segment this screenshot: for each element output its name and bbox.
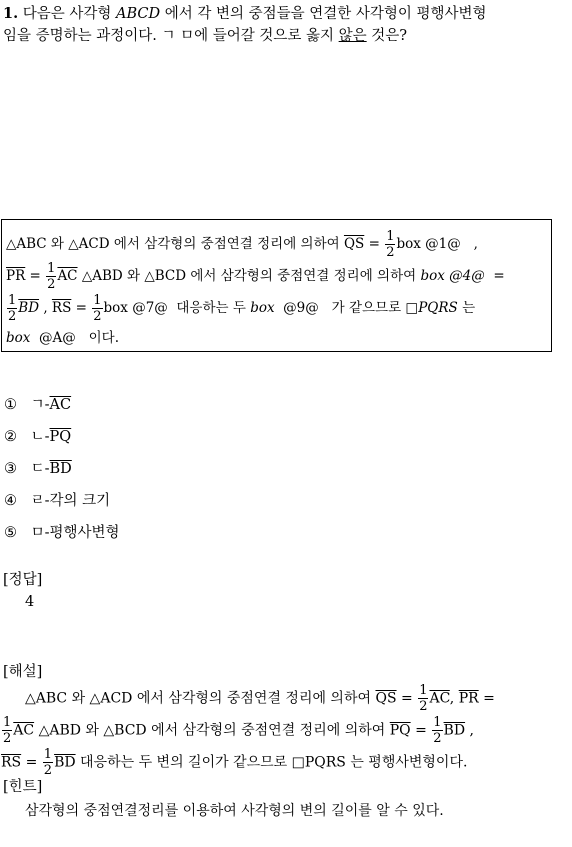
proof-line-3 — [6, 294, 475, 323]
blank-9-box: box — [250, 300, 275, 316]
option-5[interactable] — [4, 521, 120, 542]
option-value: 평행사변형 — [49, 525, 120, 541]
comma: , — [469, 722, 474, 739]
fraction-half — [46, 262, 56, 291]
blank-4: box @4@ — [420, 268, 485, 284]
option-2[interactable] — [4, 425, 71, 446]
option-label: ㄴ- — [30, 429, 50, 445]
frac-den: 2 — [93, 309, 102, 324]
fraction-half — [432, 716, 442, 745]
equals: = — [25, 754, 38, 771]
explanation-text: 대응하는 두 변의 길이가 같으므로 □PQRS 는 평행사변형이다. — [80, 754, 468, 771]
frac-num: 1 — [433, 715, 442, 730]
comma: , — [473, 236, 478, 252]
quad-pqrs: PQRS — [418, 300, 458, 316]
hint-heading: [힌트] — [3, 779, 43, 795]
equals: = — [75, 300, 87, 316]
comma: , — [43, 300, 48, 316]
segment-ac: $\overline{AC}$ — [13, 722, 35, 739]
frac-num: 1 — [43, 747, 53, 762]
frac-num: 1 — [93, 293, 102, 308]
explanation-heading: [해설] — [3, 664, 43, 680]
segment-rs: $\overline{RS}$ — [51, 300, 72, 316]
question-number: 1. — [3, 5, 19, 22]
blank-a: @A@ — [38, 330, 76, 346]
equals: = — [368, 236, 380, 252]
answer-value: 4 — [25, 594, 35, 610]
emphasis-underline: 않은 — [338, 28, 367, 44]
fraction-half — [418, 684, 428, 713]
option-number: ① — [4, 397, 17, 413]
proof-line-4 — [6, 326, 119, 346]
quad-label: ABCD — [116, 6, 161, 22]
question-text: 것은? — [371, 28, 408, 44]
frac-den: 2 — [386, 245, 395, 260]
frac-den: 2 — [8, 309, 17, 324]
explanation-line-3 — [1, 748, 467, 777]
blank-7: box @7@ — [103, 300, 168, 316]
option-4[interactable] — [4, 489, 110, 510]
equals: = — [29, 268, 41, 284]
option-3[interactable] — [4, 457, 72, 478]
option-number: ③ — [4, 461, 17, 477]
fraction-half — [2, 716, 12, 745]
explanation-line-1 — [25, 684, 495, 713]
blank-a-box: box — [6, 330, 31, 346]
segment-rs: $\overline{RS}$ — [1, 754, 22, 771]
option-value: $\overline{BD}$ — [49, 461, 72, 477]
frac-num: 1 — [8, 293, 17, 308]
option-number: ② — [4, 429, 17, 445]
segment-bd: $\overline{BD}$ — [443, 722, 466, 739]
equals: = — [483, 690, 495, 707]
option-number: ④ — [4, 493, 17, 509]
fraction-half — [92, 294, 102, 323]
question-text: 다음은 사각형 — [22, 6, 112, 22]
equals: = — [401, 690, 413, 707]
fraction-half — [7, 294, 17, 323]
hint-text: 삼각형의 중점연결정리를 이용하여 사각형의 변의 길이를 알 수 있다. — [25, 803, 444, 819]
proof-line-2 — [6, 262, 505, 291]
frac-den: 2 — [3, 731, 12, 746]
option-label: ㄷ- — [30, 461, 50, 477]
comma: , — [449, 690, 455, 707]
equals: = — [493, 268, 505, 284]
option-value: $\overline{AC}$ — [49, 397, 72, 413]
frac-num: 1 — [47, 261, 56, 276]
explanation-line-2 — [1, 716, 474, 745]
segment-qs: $\overline{QS}$ — [375, 690, 397, 707]
option-value: $\overline{PQ}$ — [49, 429, 72, 445]
fraction-half — [43, 748, 53, 777]
frac-den: 2 — [47, 277, 56, 292]
proof-text: 가 같으므로 □ — [331, 300, 419, 316]
option-1[interactable] — [4, 393, 71, 414]
proof-text: 이다. — [88, 330, 119, 346]
proof-text: △ABD 와 △BCD 에서 삼각형의 중점연결 정리에 의하여 — [81, 268, 417, 284]
blank-1: box @1@ — [396, 236, 461, 252]
fraction-half — [385, 230, 395, 259]
segment-pr: $\overline{PR}$ — [458, 690, 479, 707]
question-line-1 — [3, 2, 487, 23]
frac-den: 2 — [43, 763, 53, 778]
option-number: ⑤ — [4, 525, 17, 541]
answer-heading: [정답] — [3, 572, 43, 588]
blank-9: @9@ — [283, 300, 319, 316]
segment-qs: $\overline{QS}$ — [343, 236, 365, 252]
segment-ac: $\overline{AC}$ — [429, 690, 450, 707]
segment-bd: $\overline{BD}$ — [18, 300, 40, 316]
explanation-text: △ABC 와 △ACD 에서 삼각형의 중점연결 정리에 의하여 — [25, 690, 372, 707]
proof-line-1 — [6, 230, 478, 259]
proof-box — [1, 219, 552, 352]
segment-ac: $\overline{AC}$ — [57, 268, 78, 284]
frac-num: 1 — [386, 229, 395, 244]
question-line-2 — [3, 24, 407, 45]
segment-pq: $\overline{PQ}$ — [389, 722, 411, 739]
frac-num: 1 — [3, 715, 12, 730]
option-label: ㄱ- — [30, 397, 50, 413]
frac-den: 2 — [433, 731, 442, 746]
proof-text: 대응하는 두 — [176, 300, 246, 316]
question-text: 에서 각 변의 중점들을 연결한 사각형이 평행사변형 — [164, 6, 487, 22]
segment-bd: $\overline{BD}$ — [54, 754, 76, 771]
question-text: 임을 증명하는 과정이다. ㄱ ㅁ에 들어갈 것으로 옳지 — [3, 28, 335, 44]
option-value: 각의 크기 — [49, 493, 111, 509]
option-label: ㄹ- — [30, 493, 50, 509]
option-label: ㅁ- — [30, 525, 50, 541]
frac-num: 1 — [419, 683, 428, 698]
segment-pr: $\overline{PR}$ — [6, 268, 26, 284]
proof-text: 는 — [462, 300, 476, 316]
proof-text: △ABC 와 △ACD 에서 삼각형의 중점연결 정리에 의하여 — [6, 236, 340, 252]
equals: = — [415, 722, 427, 739]
frac-den: 2 — [419, 699, 428, 714]
explanation-text: △ABD 와 △BCD 에서 삼각형의 중점연결 정리에 의하여 — [38, 722, 386, 739]
